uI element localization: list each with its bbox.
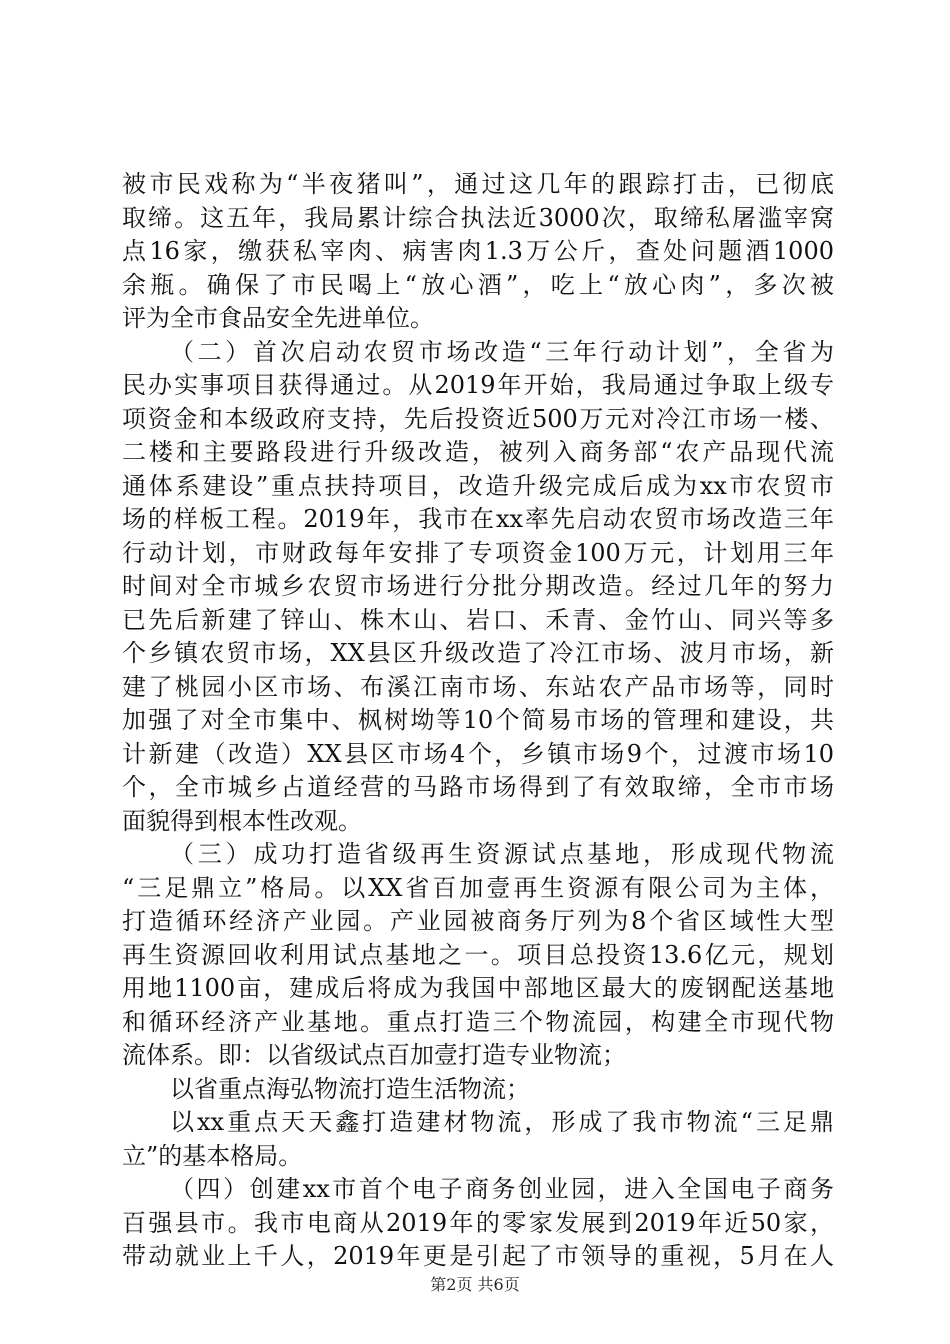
text-line: 百强县市。我市电商从2019年的零家发展到2019年近50家，	[122, 1208, 834, 1237]
text-line: 个，全市城乡占道经营的马路市场得到了有效取缔，全市市场	[122, 773, 834, 801]
text-line: 通体系建设”重点扶持项目，改造升级完成后成为xx市农贸市	[122, 471, 834, 500]
text-line: 民办实事项目获得通过。从2019年开始，我局通过争取上级专	[122, 371, 834, 399]
text-line: 加强了对全市集中、枫树坳等10个简易市场的管理和建设，共	[122, 706, 834, 734]
text-line: 项资金和本级政府支持，先后投资近500万元对冷江市场一楼、	[122, 404, 834, 433]
text-line: 个乡镇农贸市场，XX县区升级改造了冷江市场、波月市场，新	[122, 639, 834, 667]
text-line: 计新建（改造）XX县区市场4个，乡镇市场9个，过渡市场10	[122, 739, 834, 768]
text-line: 立”的基本格局。	[122, 1141, 303, 1170]
text-line: （三）成功打造省级再生资源试点基地，形成现代物流	[170, 840, 834, 868]
text-line: 余瓶。确保了市民喝上“放心酒”，吃上“放心肉”，多次被	[122, 270, 834, 299]
page-footer: 第2页 共6页	[430, 1275, 520, 1294]
text-line: 时间对全市城乡农贸市场进行分批分期改造。经过几年的努力	[122, 572, 834, 600]
text-line: 打造循环经济产业园。产业园被商务厅列为8个省区域性大型	[122, 907, 834, 935]
document-body	[122, 168, 834, 1274]
text-line: 取缔。这五年，我局累计综合执法近3000次，取缔私屠滥宰窝	[122, 203, 834, 232]
text-line: “三足鼎立”格局。以XX省百加壹再生资源有限公司为主体，	[122, 873, 834, 902]
text-line: 流体系。即：以省级试点百加壹打造专业物流；	[122, 1041, 626, 1069]
text-line: 和循环经济产业基地。重点打造三个物流园，构建全市现代物	[122, 1007, 834, 1036]
text-line: 再生资源回收利用试点基地之一。项目总投资13.6亿元，规划	[122, 940, 834, 969]
text-line: 行动计划，市财政每年安排了专项资金100万元，计划用三年	[122, 538, 834, 567]
text-line: 以xx重点天天鑫打造建材物流，形成了我市物流“三足鼎	[170, 1108, 834, 1136]
text-line: 以省重点海弘物流打造生活物流；	[170, 1074, 530, 1103]
text-line: 建了桃园小区市场、布溪江南市场、东站农产品市场等，同时	[122, 672, 834, 701]
text-line: 已先后新建了锌山、株木山、岩口、禾青、金竹山、同兴等多	[122, 605, 834, 634]
text-line: （四）创建xx市首个电子商务创业园，进入全国电子商务	[170, 1175, 834, 1203]
text-line: （二）首次启动农贸市场改造“三年行动计划”，全省为	[170, 337, 834, 366]
text-line: 点16家，缴获私宰肉、病害肉1.3万公斤，查处问题酒1000	[122, 237, 834, 265]
text-line: 评为全市食品安全先进单位。	[122, 304, 434, 332]
text-line: 用地1100亩，建成后将成为我国中部地区最大的废钢配送基地	[122, 974, 834, 1002]
text-line: 面貌得到根本性改观。	[122, 806, 362, 835]
text-line: 带动就业上千人，2019年更是引起了市领导的重视，5月在人	[122, 1242, 834, 1270]
text-line: 二楼和主要路段进行升级改造，被列入商务部“农产品现代流	[122, 438, 834, 466]
text-line: 被市民戏称为“半夜猪叫”，通过这几年的跟踪打击，已彻底	[122, 170, 834, 198]
text-line: 场的样板工程。2019年，我市在xx率先启动农贸市场改造三年	[122, 505, 834, 533]
